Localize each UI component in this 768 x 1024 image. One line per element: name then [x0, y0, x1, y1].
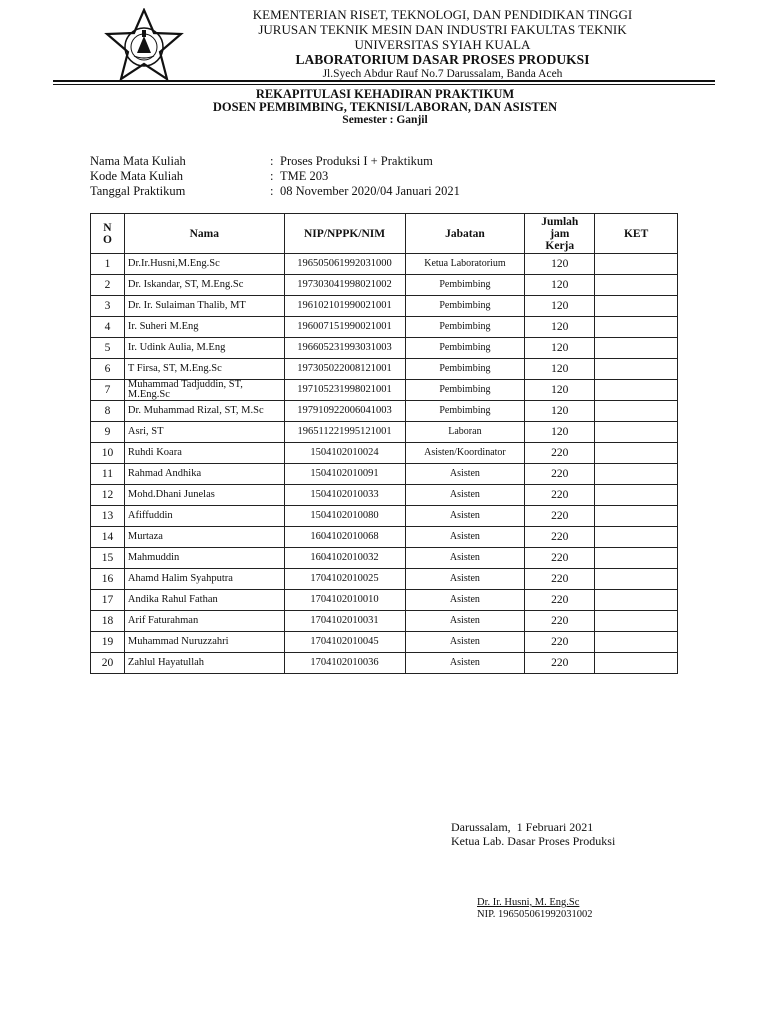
- cell-nama: Dr. Ir. Sulaiman Thalib, MT: [124, 296, 284, 317]
- cell-ket: [595, 359, 678, 380]
- header-ket: KET: [595, 214, 678, 254]
- cell-nip: 1704102010010: [284, 590, 405, 611]
- signer-name: Dr. Ir. Husni, M. Eng.Sc: [477, 897, 580, 908]
- cell-jabatan: Asisten: [405, 464, 525, 485]
- semester-label: Semester : Ganjil: [342, 114, 428, 126]
- cell-jam: 220: [525, 548, 595, 569]
- cell-jam: 120: [525, 275, 595, 296]
- cell-ket: [595, 590, 678, 611]
- cell-nama: Andika Rahul Fathan: [124, 590, 284, 611]
- cell-nip: 196505061992031000: [284, 254, 405, 275]
- table-row: [91, 443, 678, 464]
- cell-ket: [595, 380, 678, 401]
- table-row: [91, 506, 678, 527]
- signer-nip: NIP. 196505061992031002: [477, 909, 593, 920]
- cell-nip: 1504102010091: [284, 464, 405, 485]
- cell-nama: Zahlul Hayatullah: [124, 653, 284, 674]
- table-row: [91, 464, 678, 485]
- table-row: [91, 296, 678, 317]
- cell-nama: Asri, ST: [124, 422, 284, 443]
- table-row: [91, 632, 678, 653]
- info-row-course-code: [90, 169, 460, 184]
- info-separator: :: [270, 154, 274, 168]
- cell-ket: [595, 254, 678, 275]
- cell-nama: Ir. Suheri M.Eng: [124, 317, 284, 338]
- cell-jam: 220: [525, 632, 595, 653]
- table-row: [91, 548, 678, 569]
- table-row: [91, 254, 678, 275]
- cell-nama: Afiffuddin: [124, 506, 284, 527]
- cell-jabatan: Asisten: [405, 527, 525, 548]
- table-row: [91, 380, 678, 401]
- cell-jam: 120: [525, 380, 595, 401]
- lab-name: LABORATORIUM DASAR PROSES PRODUKSI: [295, 52, 590, 67]
- cell-nip: 196102101990021001: [284, 296, 405, 317]
- cell-nip: 1604102010068: [284, 527, 405, 548]
- signer: [477, 897, 593, 921]
- cell-nip: 1604102010032: [284, 548, 405, 569]
- signature-place-date: Darussalam, 1 Februari 2021: [451, 820, 594, 834]
- cell-ket: [595, 506, 678, 527]
- info-value: Proses Produksi I + Praktikum: [280, 154, 433, 168]
- cell-nama: Ir. Udink Aulia, M.Eng: [124, 338, 284, 359]
- cell-jam: 220: [525, 527, 595, 548]
- signature-role: Ketua Lab. Dasar Proses Produksi: [451, 834, 616, 848]
- cell-jabatan: Asisten: [405, 590, 525, 611]
- cell-jabatan: Asisten: [405, 485, 525, 506]
- info-row-practicum-date: [90, 184, 460, 199]
- table-row: [91, 653, 678, 674]
- cell-jabatan: Asisten/Koordinator: [405, 443, 525, 464]
- cell-nip: 1704102010045: [284, 632, 405, 653]
- cell-jam: 120: [525, 254, 595, 275]
- cell-ket: [595, 485, 678, 506]
- cell-jam: 220: [525, 569, 595, 590]
- cell-jam: 220: [525, 464, 595, 485]
- cell-no: 12: [91, 485, 125, 506]
- department-name: JURUSAN TEKNIK MESIN DAN INDUSTRI FAKULTAS TEKNIK: [258, 22, 627, 37]
- cell-jam: 120: [525, 317, 595, 338]
- header-rule-thick: [53, 80, 715, 82]
- cell-jabatan: Asisten: [405, 548, 525, 569]
- cell-nip: 196605231993031003: [284, 338, 405, 359]
- header-nip: NIP/NPPK/NIM: [284, 214, 405, 254]
- cell-no: 14: [91, 527, 125, 548]
- course-info: [90, 154, 460, 199]
- cell-ket: [595, 548, 678, 569]
- cell-ket: [595, 275, 678, 296]
- cell-jabatan: Pembimbing: [405, 317, 525, 338]
- info-label: Tanggal Praktikum: [90, 184, 186, 198]
- cell-jam: 120: [525, 338, 595, 359]
- cell-nip: 1704102010036: [284, 653, 405, 674]
- cell-ket: [595, 569, 678, 590]
- cell-ket: [595, 527, 678, 548]
- cell-no: 11: [91, 464, 125, 485]
- cell-jam: 120: [525, 422, 595, 443]
- cell-nip: 1504102010024: [284, 443, 405, 464]
- lab-address: Jl.Syech Abdur Rauf No.7 Darussalam, Banda Aceh: [322, 68, 563, 80]
- cell-nama: Ruhdi Koara: [124, 443, 284, 464]
- cell-nip: 197105231998021001: [284, 380, 405, 401]
- university-seal-icon: [104, 8, 184, 82]
- cell-nip: 1704102010025: [284, 569, 405, 590]
- table-row: [91, 359, 678, 380]
- cell-jam: 220: [525, 485, 595, 506]
- cell-jabatan: Asisten: [405, 506, 525, 527]
- header-rule-thin: [53, 84, 715, 85]
- info-value: TME 203: [280, 169, 329, 183]
- cell-no: 17: [91, 590, 125, 611]
- info-row-course-name: [90, 154, 460, 169]
- cell-nip: 1504102010080: [284, 506, 405, 527]
- cell-jabatan: Pembimbing: [405, 275, 525, 296]
- cell-jam: 120: [525, 296, 595, 317]
- document-title: [90, 88, 680, 127]
- cell-nip: 196511221995121001: [284, 422, 405, 443]
- cell-ket: [595, 422, 678, 443]
- cell-ket: [595, 443, 678, 464]
- table-row: [91, 590, 678, 611]
- cell-jam: 220: [525, 443, 595, 464]
- table-row: [91, 317, 678, 338]
- table-row: [91, 422, 678, 443]
- cell-jam: 120: [525, 359, 595, 380]
- signature-block: [451, 820, 615, 848]
- cell-no: 20: [91, 653, 125, 674]
- cell-nama: Murtaza: [124, 527, 284, 548]
- cell-nip: 196007151990021001: [284, 317, 405, 338]
- table-row: [91, 527, 678, 548]
- cell-no: 19: [91, 632, 125, 653]
- cell-no: 7: [91, 380, 125, 401]
- cell-no: 6: [91, 359, 125, 380]
- header-jabatan: Jabatan: [405, 214, 525, 254]
- cell-jabatan: Pembimbing: [405, 359, 525, 380]
- table-row: [91, 338, 678, 359]
- cell-jam: 220: [525, 590, 595, 611]
- cell-ket: [595, 401, 678, 422]
- cell-ket: [595, 464, 678, 485]
- cell-no: 5: [91, 338, 125, 359]
- cell-jam: 220: [525, 506, 595, 527]
- cell-ket: [595, 317, 678, 338]
- cell-no: 2: [91, 275, 125, 296]
- cell-jam: 120: [525, 401, 595, 422]
- header-nama: Nama: [124, 214, 284, 254]
- cell-no: 9: [91, 422, 125, 443]
- university-name: UNIVERSITAS SYIAH KUALA: [354, 37, 531, 52]
- cell-nip: 197305022008121001: [284, 359, 405, 380]
- cell-no: 15: [91, 548, 125, 569]
- cell-no: 16: [91, 569, 125, 590]
- cell-nip: 1704102010031: [284, 611, 405, 632]
- header-jumlah-jam: Jumlah jam Kerja: [525, 214, 595, 254]
- ministry-name: KEMENTERIAN RISET, TEKNOLOGI, DAN PENDIDIKAN TINGGI: [252, 7, 633, 22]
- cell-nip: 197910922006041003: [284, 401, 405, 422]
- header-no: N O: [91, 214, 125, 254]
- table-row: [91, 569, 678, 590]
- cell-nama: Mahmuddin: [124, 548, 284, 569]
- title-line-1: REKAPITULASI KEHADIRAN PRAKTIKUM: [255, 87, 515, 101]
- cell-no: 10: [91, 443, 125, 464]
- cell-no: 4: [91, 317, 125, 338]
- cell-nama: Rahmad Andhika: [124, 464, 284, 485]
- cell-nama: Muhammad Nuruzzahri: [124, 632, 284, 653]
- cell-nama: Dr.Ir.Husni,M.Eng.Sc: [124, 254, 284, 275]
- cell-jabatan: Asisten: [405, 632, 525, 653]
- cell-jam: 220: [525, 653, 595, 674]
- cell-jabatan: Asisten: [405, 569, 525, 590]
- info-separator: :: [270, 184, 274, 198]
- cell-no: 13: [91, 506, 125, 527]
- cell-jabatan: Asisten: [405, 611, 525, 632]
- cell-jabatan: Pembimbing: [405, 380, 525, 401]
- cell-ket: [595, 296, 678, 317]
- cell-no: 3: [91, 296, 125, 317]
- info-label: Nama Mata Kuliah: [90, 154, 186, 168]
- cell-ket: [595, 338, 678, 359]
- table-row: [91, 611, 678, 632]
- title-line-2: DOSEN PEMBIMBING, TEKNISI/LABORAN, DAN ASISTEN: [212, 100, 558, 114]
- table-row: [91, 401, 678, 422]
- cell-nip: 197303041998021002: [284, 275, 405, 296]
- cell-no: 8: [91, 401, 125, 422]
- cell-nama: Dr. Muhammad Rizal, ST, M.Sc: [124, 401, 284, 422]
- cell-jabatan: Asisten: [405, 653, 525, 674]
- table-row: [91, 275, 678, 296]
- cell-jabatan: Ketua Laboratorium: [405, 254, 525, 275]
- cell-nama: Arif Faturahman: [124, 611, 284, 632]
- cell-nama: Mohd.Dhani Junelas: [124, 485, 284, 506]
- cell-no: 1: [91, 254, 125, 275]
- cell-nama: Dr. Iskandar, ST, M.Eng.Sc: [124, 275, 284, 296]
- cell-jabatan: Pembimbing: [405, 296, 525, 317]
- table-header-row: [91, 214, 678, 254]
- attendance-table: [90, 213, 678, 674]
- cell-ket: [595, 632, 678, 653]
- cell-jabatan: Pembimbing: [405, 338, 525, 359]
- cell-jabatan: Pembimbing: [405, 401, 525, 422]
- letterhead: [200, 7, 685, 82]
- info-label: Kode Mata Kuliah: [90, 169, 184, 183]
- cell-nama: Ahamd Halim Syahputra: [124, 569, 284, 590]
- cell-ket: [595, 611, 678, 632]
- cell-ket: [595, 653, 678, 674]
- cell-nama: Muhammad Tadjuddin, ST, M.Eng.Sc: [124, 380, 284, 401]
- table-row: [91, 485, 678, 506]
- cell-no: 18: [91, 611, 125, 632]
- info-value: 08 November 2020/04 Januari 2021: [280, 184, 460, 198]
- cell-nama: T Firsa, ST, M.Eng.Sc: [124, 359, 284, 380]
- info-separator: :: [270, 169, 274, 183]
- cell-jabatan: Laboran: [405, 422, 525, 443]
- cell-jam: 220: [525, 611, 595, 632]
- cell-nip: 1504102010033: [284, 485, 405, 506]
